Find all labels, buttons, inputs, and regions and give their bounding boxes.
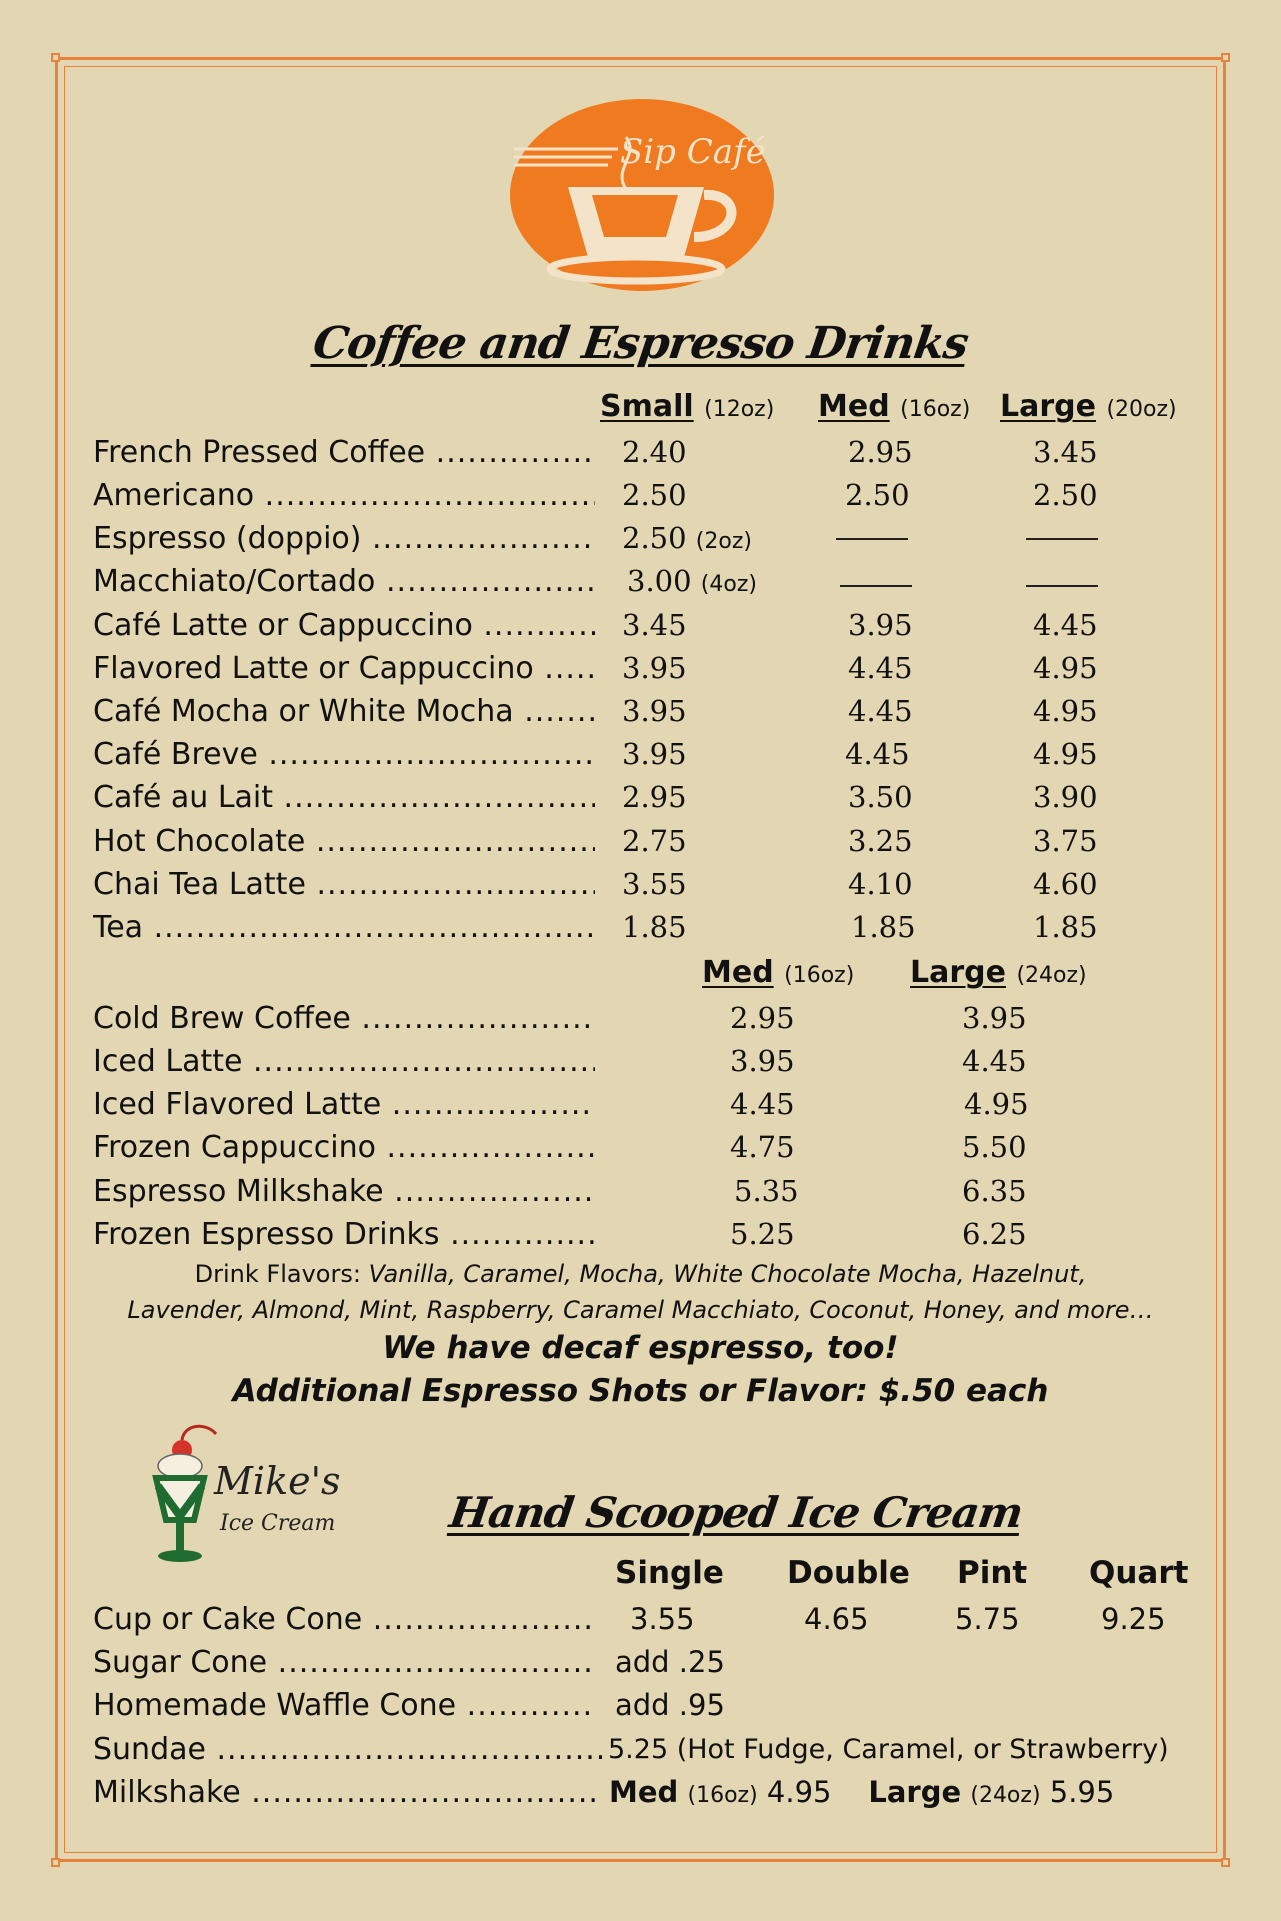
price-large: 6.25 bbox=[962, 1217, 1027, 1251]
price-large-unavailable bbox=[1026, 538, 1098, 540]
price-small: 3.00 (4oz) bbox=[627, 564, 757, 598]
price-med: 4.45 bbox=[845, 737, 910, 771]
item-name: Frozen Espresso Drinks ..... bbox=[93, 1213, 595, 1256]
price-small: 3.55 bbox=[622, 867, 687, 901]
price-large: 6.35 bbox=[962, 1174, 1027, 1208]
price-quart: 9.25 bbox=[1101, 1602, 1166, 1636]
item-name: Iced Latte ..... bbox=[93, 1040, 595, 1083]
menu-row bbox=[0, 1126, 1281, 1169]
coffee-section-title: Coffee and Espresso Drinks bbox=[309, 318, 972, 369]
price-small: 3.95 bbox=[622, 651, 687, 685]
menu-row bbox=[0, 863, 1281, 906]
item-name: Café au Lait ..... bbox=[93, 776, 595, 819]
price-med-unavailable bbox=[836, 538, 908, 540]
mikes-logo-line1: Mike's bbox=[214, 1459, 341, 1503]
flavors-line-2: Lavender, Almond, Mint, Raspberry, Caramel Macchiato, Coconut, Honey, and more… bbox=[127, 1296, 1154, 1324]
header-small: Small (12oz) bbox=[600, 389, 775, 424]
item-name: French Pressed Coffee ..... bbox=[93, 431, 595, 474]
price-small: 2.40 bbox=[622, 435, 687, 469]
item-name: Sugar Cone ..... bbox=[93, 1641, 596, 1684]
price-med: 5.25 bbox=[730, 1217, 795, 1251]
border-corner bbox=[51, 1858, 60, 1867]
price-med: 4.45 bbox=[730, 1087, 795, 1121]
price-large: 4.45 bbox=[962, 1044, 1027, 1078]
price-small: 2.75 bbox=[622, 824, 687, 858]
price-small: 3.95 bbox=[622, 694, 687, 728]
price-med: 3.25 bbox=[848, 824, 913, 858]
price-addon: add .25 bbox=[615, 1645, 725, 1679]
menu-row bbox=[0, 517, 1281, 560]
price-med: 4.45 bbox=[848, 694, 913, 728]
header-med: Med (16oz) bbox=[818, 389, 971, 424]
header-quart: Quart bbox=[1089, 1555, 1189, 1591]
price-single: 3.55 bbox=[630, 1602, 695, 1636]
price-med: 4.45 bbox=[848, 651, 913, 685]
sip-cafe-logo bbox=[508, 97, 776, 297]
price-large: 3.75 bbox=[1033, 824, 1098, 858]
item-name: Cup or Cake Cone ..... bbox=[93, 1598, 596, 1641]
header-large: Large (20oz) bbox=[1000, 389, 1177, 424]
price-med-unavailable bbox=[840, 585, 912, 587]
price-large: 3.95 bbox=[962, 1001, 1027, 1035]
price-sundae: 5.25 (Hot Fudge, Caramel, or Strawberry) bbox=[608, 1734, 1169, 1765]
item-name: Espresso (doppio) ..... bbox=[93, 517, 595, 560]
item-name: Flavored Latte or Cappuccino ..... bbox=[93, 647, 595, 690]
price-small: 2.50 bbox=[622, 478, 687, 512]
mikes-ice-cream-logo bbox=[150, 1420, 350, 1570]
menu-row bbox=[0, 997, 1281, 1040]
price-med: 5.35 bbox=[734, 1174, 799, 1208]
decaf-note: We have decaf espresso, too! bbox=[382, 1330, 899, 1366]
border-corner bbox=[1221, 53, 1230, 62]
price-large: 4.95 bbox=[1033, 651, 1098, 685]
flavors-line-1: Drink Flavors: Vanilla, Caramel, Mocha, White Chocolate Mocha, Hazelnut, bbox=[194, 1260, 1087, 1288]
mikes-logo-line2: Ice Cream bbox=[220, 1511, 336, 1536]
menu-row bbox=[0, 431, 1281, 474]
menu-row bbox=[0, 1083, 1281, 1126]
price-large: 4.95 bbox=[1033, 694, 1098, 728]
item-name: Tea ..... bbox=[93, 906, 595, 949]
price-pint: 5.75 bbox=[955, 1602, 1020, 1636]
price-med: 3.95 bbox=[730, 1044, 795, 1078]
item-name: Espresso Milkshake ..... bbox=[93, 1170, 595, 1213]
price-med: 1.85 bbox=[851, 910, 916, 944]
price-large: 1.85 bbox=[1033, 910, 1098, 944]
menu-row bbox=[0, 1213, 1281, 1256]
item-name: Café Latte or Cappuccino ..... bbox=[93, 604, 595, 647]
price-large: 3.45 bbox=[1033, 435, 1098, 469]
price-large: 3.90 bbox=[1033, 780, 1098, 814]
menu-row bbox=[0, 820, 1281, 863]
item-name: Macchiato/Cortado ..... bbox=[93, 560, 595, 603]
menu-row bbox=[0, 1771, 1281, 1814]
icecream-section-title: Hand Scooped Ice Cream bbox=[446, 1488, 1026, 1537]
price-med: 2.95 bbox=[730, 1001, 795, 1035]
price-med: 3.50 bbox=[848, 780, 913, 814]
menu-row bbox=[0, 1641, 1281, 1684]
header-cold-large: Large (24oz) bbox=[910, 955, 1087, 990]
item-name: Iced Flavored Latte ..... bbox=[93, 1083, 595, 1126]
logo-brand-text: Sip Café bbox=[620, 132, 766, 172]
price-large-unavailable bbox=[1026, 585, 1098, 587]
menu-row bbox=[0, 1684, 1281, 1727]
price-addon: add .95 bbox=[615, 1688, 725, 1722]
menu-row bbox=[0, 690, 1281, 733]
item-name: Frozen Cappuccino ..... bbox=[93, 1126, 595, 1169]
header-cold-med: Med (16oz) bbox=[702, 955, 855, 990]
item-name: Hot Chocolate ..... bbox=[93, 820, 595, 863]
menu-row bbox=[0, 906, 1281, 949]
header-pint: Pint bbox=[957, 1555, 1028, 1591]
menu-row bbox=[0, 776, 1281, 819]
price-med: 3.95 bbox=[848, 608, 913, 642]
menu-row bbox=[0, 1170, 1281, 1213]
price-med: 2.95 bbox=[848, 435, 913, 469]
item-name: Sundae ..... bbox=[93, 1728, 603, 1771]
menu-row bbox=[0, 604, 1281, 647]
item-name: Homemade Waffle Cone ..... bbox=[93, 1684, 596, 1727]
price-med: 4.10 bbox=[848, 867, 913, 901]
item-name: Café Breve ..... bbox=[93, 733, 595, 776]
price-small: 2.50 (2oz) bbox=[622, 521, 752, 555]
price-large: 5.50 bbox=[962, 1130, 1027, 1164]
menu-row bbox=[0, 733, 1281, 776]
price-large: 4.95 bbox=[964, 1087, 1029, 1121]
item-name: Cold Brew Coffee ..... bbox=[93, 997, 595, 1040]
menu-row bbox=[0, 560, 1281, 603]
price-small: 3.95 bbox=[622, 737, 687, 771]
menu-row bbox=[0, 647, 1281, 690]
border-corner bbox=[51, 53, 60, 62]
header-single: Single bbox=[615, 1555, 724, 1591]
menu-row bbox=[0, 474, 1281, 517]
price-small: 1.85 bbox=[622, 910, 687, 944]
price-med: 4.75 bbox=[730, 1130, 795, 1164]
price-large: 2.50 bbox=[1033, 478, 1098, 512]
menu-row bbox=[0, 1040, 1281, 1083]
extra-shot-note: Additional Espresso Shots or Flavor: $.50 each bbox=[232, 1373, 1049, 1409]
border-corner bbox=[1221, 1858, 1230, 1867]
price-large: 4.60 bbox=[1033, 867, 1098, 901]
item-name: Americano ..... bbox=[93, 474, 595, 517]
price-small: 3.45 bbox=[622, 608, 687, 642]
price-large: 4.95 bbox=[1033, 737, 1098, 771]
price-small: 2.95 bbox=[622, 780, 687, 814]
menu-row bbox=[0, 1598, 1281, 1641]
price-double: 4.65 bbox=[804, 1602, 869, 1636]
price-large: 4.45 bbox=[1033, 608, 1098, 642]
price-med: 2.50 bbox=[845, 478, 910, 512]
item-name: Chai Tea Latte ..... bbox=[93, 863, 595, 906]
item-name: Milkshake ..... bbox=[93, 1771, 598, 1814]
milkshake-prices: Med (16oz) 4.95 Large (24oz) 5.95 bbox=[609, 1775, 1115, 1809]
item-name: Café Mocha or White Mocha ..... bbox=[93, 690, 595, 733]
menu-row bbox=[0, 1728, 1281, 1771]
header-double: Double bbox=[787, 1555, 910, 1591]
